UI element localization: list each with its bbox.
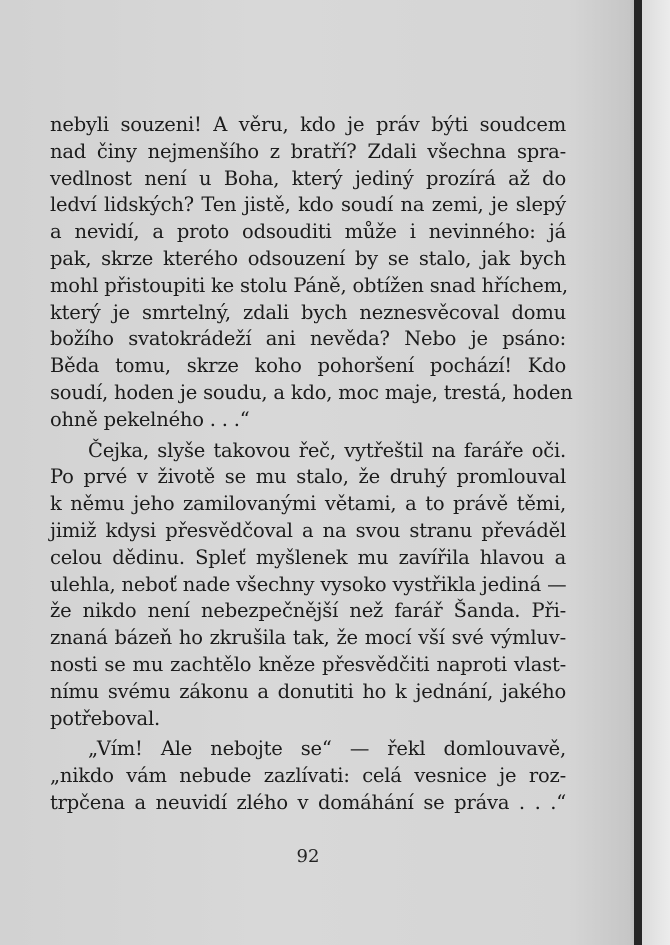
text-line: Běda tomu, skrze koho pohoršení pochází! Kdo (50, 354, 566, 378)
text-line: a nevidí, a proto odsouditi může i nevinného: já (50, 220, 566, 244)
text-line: nebyli souzeni! A věru, kdo je práv býti soudcem (50, 113, 566, 136)
text-line: potřeboval. (50, 706, 161, 730)
text-line: celou dědinu. Spleť myšlenek mu zavířila hlavou a (50, 545, 566, 569)
text-line: soudí, hoden je soudu, a kdo, moc maje, trestá, hoden (50, 380, 573, 404)
page-binding-edge (634, 0, 642, 945)
text-line: Čejka, slyše takovou řeč, vytřeštil na faráře oči. (88, 438, 566, 462)
text-line: Po prvé v životě se mu stalo, že druhý promlouval (50, 465, 566, 489)
page-body-text (50, 112, 573, 817)
text-line: mohl přistoupiti ke stolu Páně, obtížen snad hříchem, (50, 273, 568, 297)
text-line: „Vím! Ale nebojte se“ — řekl domlouvavě, (88, 737, 566, 761)
adjacent-page-edge (642, 0, 670, 945)
page-number: 92 (296, 846, 320, 867)
text-line: ulehla, neboť nade všechny vysoko vystřikla jediná — (50, 572, 567, 596)
text-line: k němu jeho zamilovanými větami, a to právě těmi, (50, 492, 566, 516)
text-line: že nikdo není nebezpečnější než farář Šanda. Při- (50, 599, 566, 623)
text-line: trpčena a neuvidí zlého v domáhání se práva . . .“ (50, 790, 566, 814)
text-line: pak, skrze kterého odsouzení by se stalo, jak bych (50, 246, 566, 270)
text-line: „nikdo vám nebude zazlívati: celá vesnice je roz- (50, 764, 566, 788)
text-line: ledví lidských? Ten jistě, kdo soudí na zemi, je slepý (50, 193, 566, 217)
text-line: nímu svému zákonu a donutiti ho k jednání, jakého (50, 679, 566, 703)
text-line: ohně pekelného . . .“ (50, 407, 250, 431)
text-line: božího svatokrádeží ani nevěda? Nebo je psáno: (50, 327, 566, 351)
text-line: vedlnost není u Boha, který jediný prozírá až do (50, 166, 566, 190)
text-line: jimiž kdysi přesvědčoval a na svou stranu převáděl (50, 518, 566, 542)
text-line: znaná bázeň ho zkrušila tak, že mocí vší své výmluv- (50, 626, 566, 650)
text-line: nosti se mu zachtělo kněze přesvědčiti naproti vlast- (50, 652, 566, 676)
text-line: který je smrtelný, zdali bych neznesvěcoval domu (50, 300, 566, 324)
text-line: nad činy nejmenšího z bratří? Zdali všechna spra- (50, 139, 566, 163)
